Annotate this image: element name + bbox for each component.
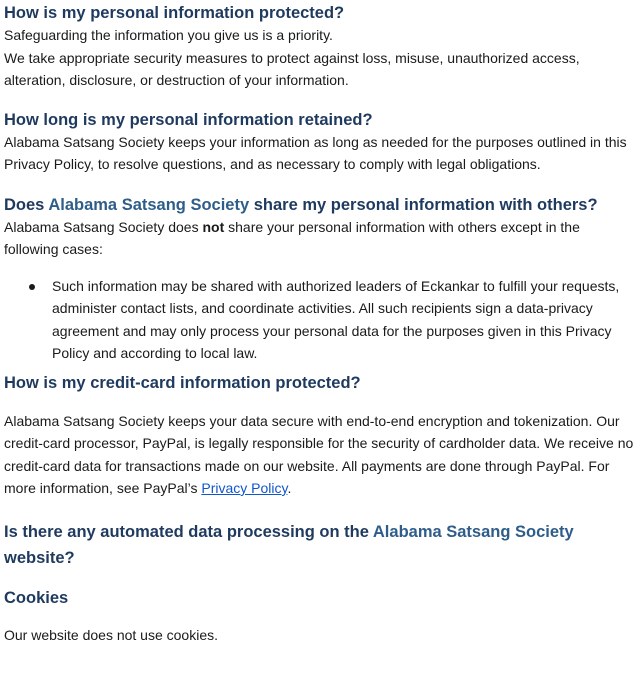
protected-line-1: Safeguarding the information you give us is a priority. bbox=[4, 27, 333, 43]
share-body-post: share your personal information with others except in the following cases: bbox=[4, 218, 580, 257]
cookies-body: Our website does not use cookies. bbox=[4, 626, 219, 643]
share-body-not: not bbox=[202, 218, 225, 235]
share-body bbox=[4, 216, 636, 261]
share-body-pre: Alabama Satsang Society does bbox=[4, 218, 203, 235]
heading-automated-pre: Is there any automated data processing on the bbox=[4, 522, 373, 541]
heading-retained: How long is my personal information retained? bbox=[4, 110, 373, 129]
heading-cookies: Cookies bbox=[4, 588, 69, 607]
protected-line-2: We take appropriate security measures to protect against loss, misuse, unauthorized access, alteration, disclosure, or destruction of your information. bbox=[4, 49, 580, 88]
heading-automated-processing bbox=[4, 519, 636, 571]
heading-share bbox=[4, 194, 636, 216]
credit-card-body-text: Alabama Satsang Society keeps your data secure with end-to-end encryption and tokenization. Our credit-card processor, PayPal, is legally responsible for the security of cardholder data. We receive no credit-card data for transactions made on our website. All payments are done through PayPal. For more information, see PayPal’s bbox=[4, 412, 634, 496]
retained-body: Alabama Satsang Society keeps your information as long as needed for the purposes outlined in this Privacy Policy, to resolve questions, and as necessary to comply with legal obligations. bbox=[4, 133, 627, 172]
heading-share-org: Alabama Satsang Society bbox=[48, 195, 250, 214]
credit-card-body bbox=[4, 410, 636, 500]
credit-card-body-end: . bbox=[287, 480, 292, 496]
list-item bbox=[4, 275, 636, 365]
paypal-privacy-policy-link[interactable]: Privacy Policy bbox=[201, 480, 288, 496]
heading-protected: How is my personal information protected? bbox=[4, 4, 345, 22]
bullet-icon bbox=[29, 284, 35, 290]
share-bullet-text: Such information may be shared with authorized leaders of Eckankar to fulfill your requests, administer contact lists, and coordinate activities. All such recipients sign a data-privacy agreement and may only process your personal data for the purposes given in this Privacy Policy and according to local law. bbox=[52, 277, 620, 361]
share-bullet-list bbox=[4, 275, 636, 365]
heading-credit-card: How is my credit-card information protected? bbox=[4, 373, 361, 392]
heading-share-pre: Does bbox=[4, 195, 49, 214]
heading-automated-post: website? bbox=[4, 548, 75, 567]
heading-share-post: share my personal information with others? bbox=[249, 195, 598, 214]
heading-automated-org: Alabama Satsang Society bbox=[372, 522, 574, 541]
